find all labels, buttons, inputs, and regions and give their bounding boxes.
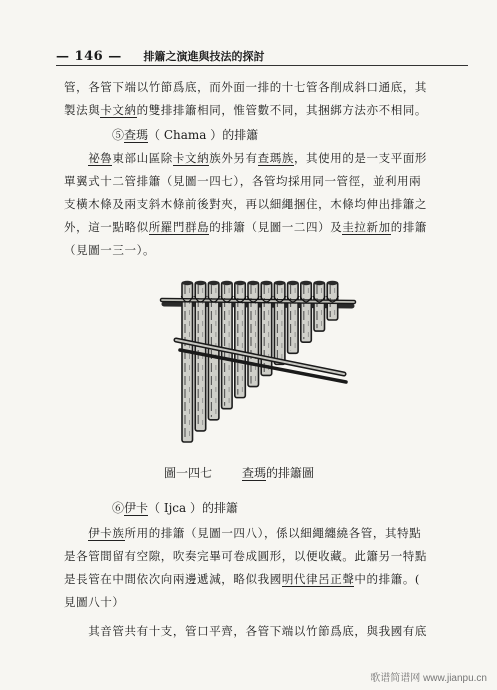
tube-opening	[222, 281, 233, 285]
section-roman: （ Chama ）	[148, 128, 223, 142]
text-line	[64, 239, 460, 262]
text-line	[64, 99, 460, 122]
text-run: 所用的排簫（見圖一四八），係以細繩纏繞各管，其特點	[124, 526, 422, 540]
section-number: ⑤	[112, 128, 125, 142]
underlined-term: 伊卡族	[88, 526, 125, 540]
underlined-term: 律呂正聲	[306, 572, 355, 586]
figure-label: 圖一四七	[164, 466, 213, 480]
section-name: 查瑪	[124, 128, 149, 142]
paragraph-continuation	[64, 76, 460, 122]
tube-opening	[208, 281, 219, 285]
text-run: 中的排簫。(	[354, 572, 421, 586]
tube-opening	[248, 281, 259, 285]
text-run: 外，這一點略似	[64, 220, 149, 234]
underlined-term: 查瑪族	[257, 151, 294, 165]
underlined-term: 圭拉新加	[342, 220, 391, 234]
chapter-title: 排簫之演進與技法的探討	[143, 50, 265, 63]
text-run: 的排簫（見圖一二四）及	[209, 220, 343, 234]
underlined-term: 卡文納	[172, 151, 210, 165]
underlined-term: 卡文納	[100, 103, 137, 117]
underlined-term: 祕魯	[88, 151, 113, 165]
text-run: 的雙排排簫相同，惟管數不同，其捆綁方法亦不相同。	[136, 103, 428, 117]
running-head	[56, 46, 466, 66]
section-heading-ica	[112, 498, 238, 518]
text-run: 製法與	[64, 103, 101, 117]
paragraph-ica	[64, 522, 460, 614]
text-line	[64, 147, 460, 170]
tube-opening	[182, 281, 193, 285]
figure-title-rest: 的排簫圖	[266, 466, 315, 480]
text-line	[64, 591, 460, 614]
pipe-tube	[301, 282, 312, 342]
section-name: 伊卡	[124, 501, 149, 515]
text-line	[64, 170, 460, 193]
text-run: 族外另有	[209, 151, 258, 165]
page-number: — 146 —	[56, 49, 122, 64]
pipe-tube	[182, 282, 193, 442]
header-rule	[56, 65, 468, 66]
panpipe-figure	[156, 262, 362, 452]
paragraph-chama	[64, 147, 460, 262]
watermark: 歌谱简谱网 www.jianpu.cn	[370, 673, 487, 684]
text-run: 管，各管下端以竹節爲底，而外面一排的十七管各削成斜口通底，其	[64, 80, 427, 94]
section-number: ⑥	[112, 501, 125, 515]
text-line	[64, 76, 460, 99]
section-suffix: 的排簫	[202, 501, 239, 515]
pipe-tube	[314, 282, 325, 331]
tube-opening	[195, 281, 206, 285]
text-run: 是各管間留有空隙，吹奏完畢可卷成圓形，以便收藏。此簫另一特點	[64, 549, 427, 563]
text-line	[64, 193, 460, 216]
tube-opening	[274, 281, 285, 285]
text-line	[64, 568, 460, 591]
section-suffix: 的排簫	[222, 128, 259, 142]
pipe-tube	[195, 282, 206, 431]
pipe-tube	[274, 282, 285, 364]
underlined-term: 明代	[281, 572, 307, 586]
panpipe-illustration	[156, 262, 362, 452]
tube-opening	[288, 281, 299, 285]
text-run: 的排簫	[390, 220, 428, 234]
section-heading-chama	[112, 125, 258, 145]
tube-opening	[261, 281, 272, 285]
pipe-tube	[288, 282, 299, 353]
tube-opening	[235, 281, 246, 285]
text-line	[64, 522, 460, 545]
text-run: 單翼式十二管排簫（見圖一四七），各管均採用同一管徑，並利用兩	[64, 174, 422, 188]
text-line	[64, 545, 460, 568]
pipe-tube	[248, 282, 259, 387]
text-run: 見圖八十）	[64, 595, 125, 609]
figure-caption	[164, 463, 314, 483]
text-run: 是長管在中間依次向兩邊遞減，略似我國	[64, 572, 282, 586]
tube-opening	[314, 281, 325, 285]
text-run: 東部山區除	[112, 151, 173, 165]
text-run: （見圖一三一）。	[64, 243, 156, 257]
paragraph-tubes	[64, 620, 460, 643]
text-run: 支橫木條及兩支斜木條前後對夾，再以細繩捆住，木條均伸出排簫之	[64, 197, 427, 211]
text-run: ，其使用的是一支平面形	[293, 151, 428, 165]
text-line	[64, 620, 460, 643]
section-roman: （ Ijca ）	[148, 501, 202, 515]
figure-title-name: 查瑪	[242, 466, 267, 480]
text-line	[64, 216, 460, 239]
underlined-term: 所羅門群島	[148, 220, 210, 234]
text-run: 其音管共有十支，管口平齊，各管下端以竹節爲底，與我國有底	[88, 624, 427, 638]
tube-opening	[327, 281, 338, 285]
tube-opening	[301, 281, 312, 285]
